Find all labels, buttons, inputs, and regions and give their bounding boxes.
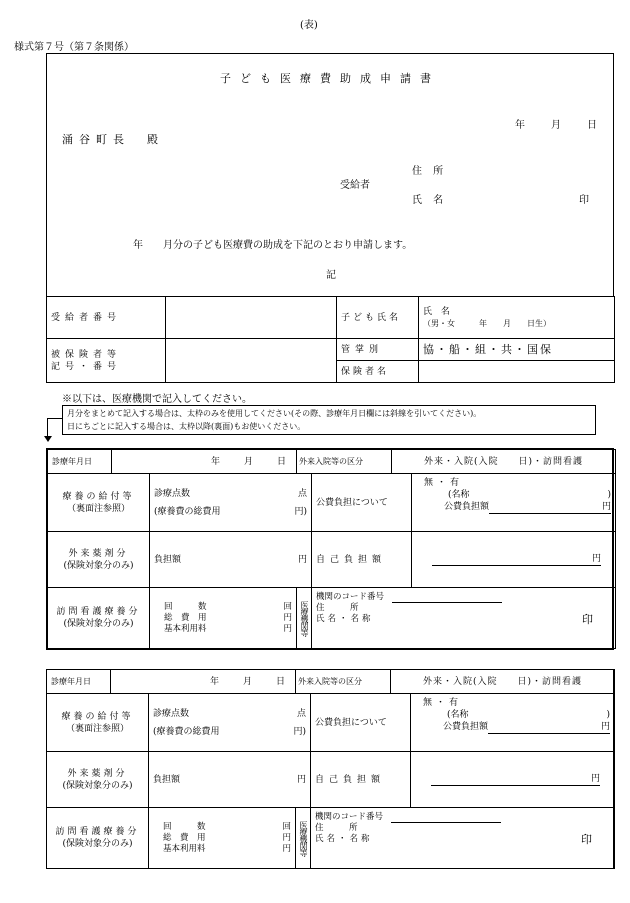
notice-main: ※以下は、医療機関で記入してください。 [62,394,252,405]
institution-label: 医療機関等 [297,588,312,649]
burden-label: 負担額 [154,554,182,565]
burden-label: 負担額 [153,774,181,785]
count-label: 回 数 [163,821,206,832]
medical-record-table [47,449,616,649]
pharmacy-label-line2: (保険対象分のみ) [63,560,134,571]
notice-line2: 日にちごとに記入する場合は、太枠以降(裏面)もお使いください。 [67,422,306,431]
arrow-icon [47,418,63,419]
basic-fee-unit: 円 [283,623,293,634]
nursing-label [47,808,149,869]
public-none-yes[interactable]: 無・有 [424,478,464,488]
public-name-close: ) [606,710,611,720]
code-field[interactable] [392,592,502,603]
visit-type-label: 外来入院等の区分 [296,670,391,694]
institution-seal: 印 [581,833,593,846]
form-title: 子ども医療費助成申請書 [220,72,440,85]
nursing-cost-field[interactable] [149,808,296,869]
nursing-cost-field[interactable] [150,588,297,649]
jurisdiction-label: 管掌別 [337,339,419,361]
institution-seal: 印 [582,613,594,626]
benefit-label-line2: （裏面注参照） [66,503,130,514]
applicant-label: 受給者 [340,180,370,191]
institution-label: 医療機関等 [296,808,311,869]
date-label: 診療年月日 [47,670,111,694]
self-burden-field[interactable] [412,532,616,588]
date-value[interactable]: 年 月 日 [111,670,296,694]
count-unit: 回 [283,601,293,612]
form-number: 様式第７号（第７条関係） [14,42,134,53]
insured-number-label [47,339,166,383]
nursing-label-line2: (保険対象分のみ) [62,839,133,849]
total-cost-label: (療養費の総費用 [153,726,220,737]
total-cost-unit: 円) [294,506,308,517]
benefit-label-line2: （裏面注参照） [65,723,129,734]
ki-mark: 記 [326,270,336,281]
public-amount-label: 公費負担額 [444,502,490,512]
child-name-sub: 氏 名 [423,306,453,317]
institution-field[interactable] [311,808,615,869]
nursing-label-line1: 訪問看護療養分 [55,827,140,837]
address-label: 住 所 [412,166,448,177]
self-burden-label: 自己負担額 [312,532,412,588]
self-burden-unit: 円 [431,773,600,786]
burden-unit: 円 [298,554,308,565]
basic-fee-unit: 円 [282,843,292,854]
institution-address-label: 住 所 [315,823,358,833]
recipient-number-label: 受給者番号 [47,297,166,339]
page-marker: (表) [300,20,318,31]
public-amount-label: 公費負担額 [443,722,489,732]
total-unit: 円 [283,612,293,623]
arrow-shaft [47,418,48,438]
date-label: 診療年月日 [48,450,112,474]
child-gender-dob: （男・女 年 月 日生） [423,318,551,328]
pharmacy-label-line1: 外来薬剤分 [67,768,128,779]
insured-label-line1: 被保険者等 [51,349,122,360]
pharmacy-label-line1: 外来薬剤分 [68,548,129,559]
self-burden-unit: 円 [432,553,601,566]
institution-field[interactable] [312,588,616,649]
pharmacy-burden-field[interactable] [150,532,312,588]
medical-record-table [46,669,615,869]
insured-label-line2: 記号・番号 [51,361,122,372]
insurer-name-field[interactable] [419,361,615,383]
points-field[interactable] [150,474,312,532]
public-amount-field[interactable]: 円 [488,721,610,734]
basic-fee-label: 基本利用料 [163,843,206,854]
recipient-number-field[interactable] [166,297,337,339]
application-header [46,53,614,297]
total-cost-unit: 円) [293,726,307,737]
visit-type-value[interactable]: 外来・入院(入院 日)・訪問看護 [391,670,615,694]
insurer-name-label: 保険者名 [337,361,419,383]
nursing-label-line1: 訪問看護療養分 [56,607,141,617]
institution-address-label: 住 所 [316,603,359,613]
count-label: 回 数 [164,601,207,612]
child-name-label: 子ども氏名 [337,297,419,339]
public-burden-label: 公費負担について [311,694,411,752]
basic-fee-label: 基本利用料 [164,623,207,634]
nursing-label [48,588,150,649]
points-label: 診療点数 [154,488,191,499]
public-none-yes[interactable]: 無・有 [423,698,463,708]
count-unit: 回 [282,821,292,832]
medical-section-1 [46,448,614,650]
total-label: 総 費 用 [164,612,207,623]
total-cost-label: (療養費の総費用 [154,506,221,517]
insurance-types[interactable]: 協・船・組・共・国保 [419,339,615,361]
pharmacy-label [47,752,149,808]
date-line: 年 月 日 [515,120,599,131]
visit-type-value[interactable]: 外来・入院(入院 日)・訪問看護 [392,450,616,474]
notice-line1: 月分をまとめて記入する場合は、太枠のみを使用してください(その際、診療年月日欄には斜線を引いてください)。 [67,409,482,418]
public-name-label: (名称 [448,490,470,500]
total-label: 総 費 用 [163,832,206,843]
insured-number-field[interactable] [166,339,337,383]
date-value[interactable]: 年 月 日 [112,450,297,474]
burden-unit: 円 [297,774,307,785]
pharmacy-label-line2: (保険対象分のみ) [62,780,133,791]
notice-box [62,405,596,435]
points-field[interactable] [149,694,311,752]
public-burden-field[interactable] [411,694,615,752]
pharmacy-burden-field[interactable] [149,752,311,808]
arrow-head [44,436,52,442]
seal-mark: 印 [579,195,589,206]
applicant-info-table [46,296,615,383]
application-statement: 年 月分の子ども医療費の助成を下記のとおり申請します。 [133,240,413,251]
public-amount-field[interactable]: 円 [489,501,611,514]
public-burden-field[interactable] [412,474,616,532]
benefit-label [48,474,150,532]
benefit-label [47,694,149,752]
benefit-label-line1: 療養の給付等 [62,491,135,502]
points-unit: 点 [297,708,307,719]
code-label: 機関のコード番号 [315,812,384,822]
code-field[interactable] [391,812,501,823]
institution-name-label: 氏名・名称 [315,834,373,844]
points-label: 診療点数 [153,708,190,719]
nursing-label-line2: (保険対象分のみ) [63,619,134,629]
benefit-label-line1: 療養の給付等 [61,711,134,722]
public-burden-label: 公費負担について [312,474,412,532]
medical-section-2 [46,669,614,869]
self-burden-label: 自己負担額 [311,752,411,808]
public-name-close: ) [607,490,612,500]
pharmacy-label [48,532,150,588]
points-unit: 点 [298,488,308,499]
name-label: 氏 名 [412,195,448,206]
total-unit: 円 [282,832,292,843]
visit-type-label: 外来入院等の区分 [297,450,392,474]
public-name-label: (名称 [447,710,469,720]
institution-name-label: 氏名・名称 [316,614,374,624]
code-label: 機関のコード番号 [316,592,385,602]
self-burden-field[interactable] [411,752,615,808]
child-name-field[interactable] [419,297,615,339]
addressee: 涌谷町長 殿 [62,133,164,146]
